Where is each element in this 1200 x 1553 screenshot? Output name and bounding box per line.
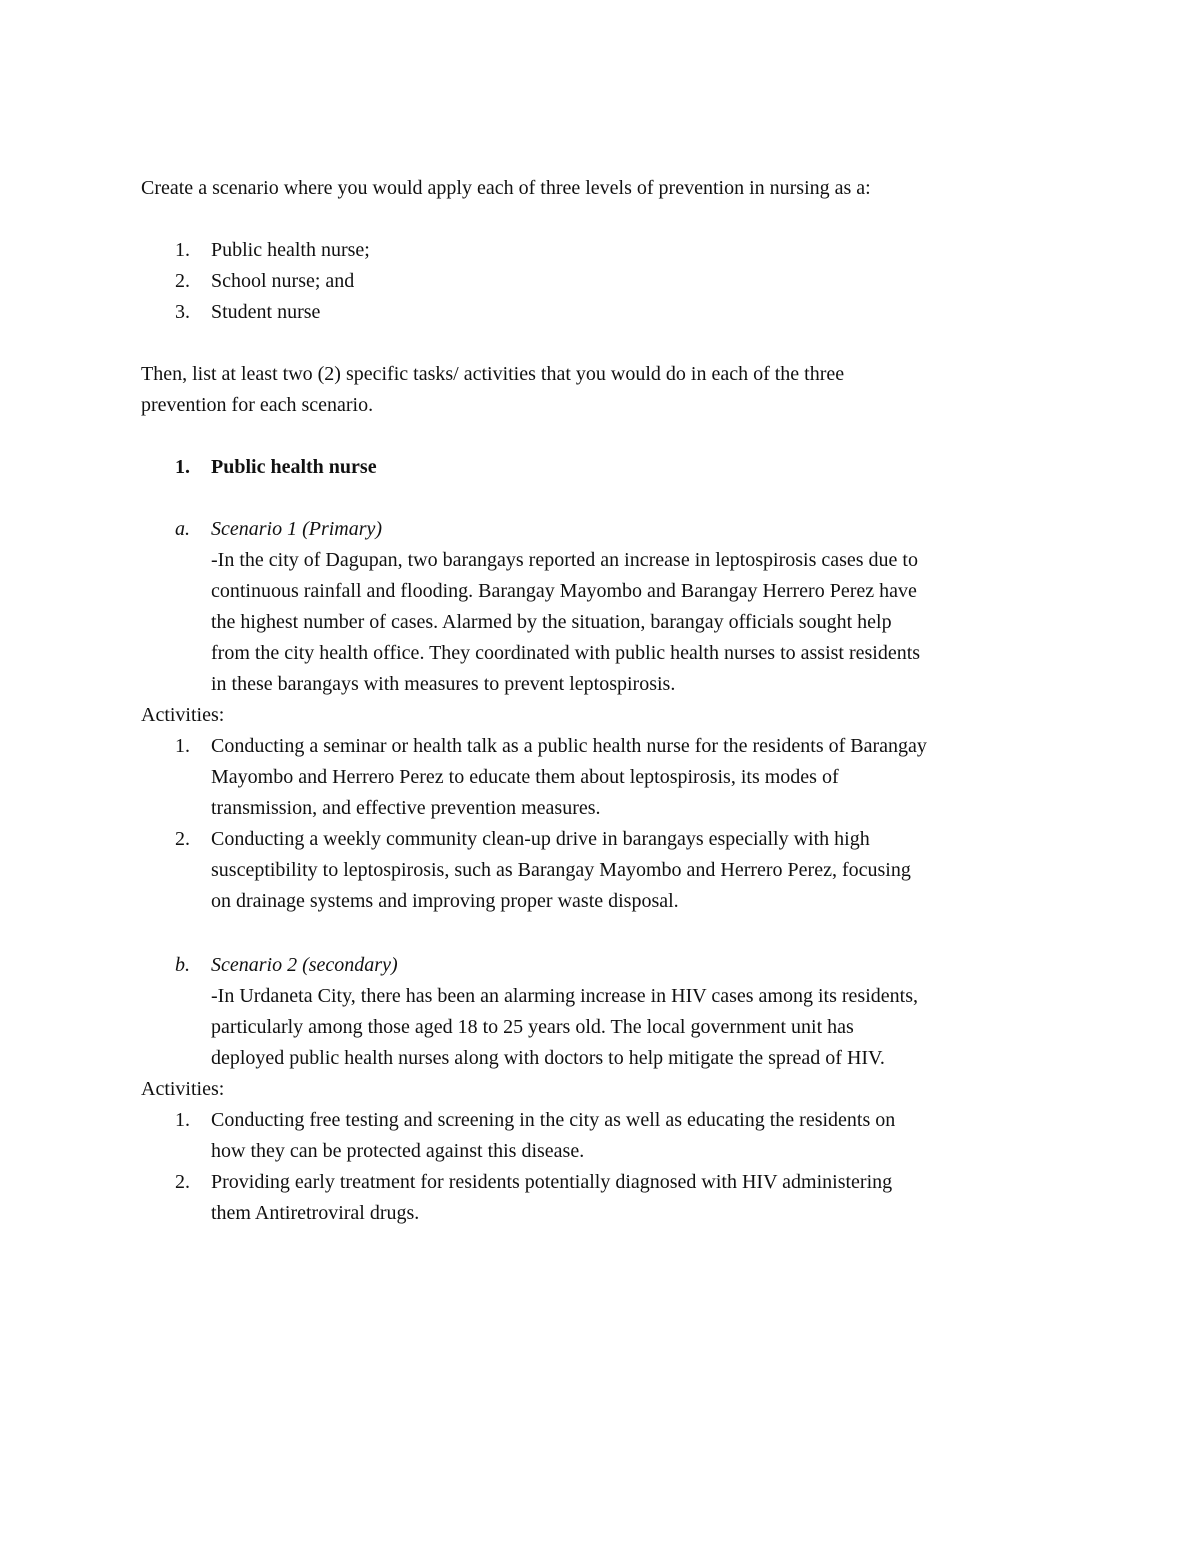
activities-label: Activities: xyxy=(141,704,225,726)
activity-text: transmission, and effective prevention measures. xyxy=(211,797,601,819)
scenario-text: -In the city of Dagupan, two barangays reported an increase in leptospirosis cases due to xyxy=(211,549,918,571)
scenario-text: continuous rainfall and flooding. Barangay Mayombo and Barangay Herrero Perez have xyxy=(211,580,917,602)
scenario-text: particularly among those aged 18 to 25 years old. The local government unit has xyxy=(211,1016,854,1038)
scenario-title: Scenario 1 (Primary) xyxy=(211,518,383,540)
activities-label: Activities: xyxy=(141,1078,225,1100)
role-number: 1. xyxy=(175,239,190,261)
intro-text: Create a scenario where you would apply each of three levels of prevention in nursing as a: xyxy=(141,177,871,199)
role-item: Student nurse xyxy=(211,301,321,323)
section-heading: Public health nurse xyxy=(211,456,377,478)
task-text: Then, list at least two (2) specific tasks/ activities that you would do in each of the three xyxy=(141,363,845,385)
activity-text: Conducting free testing and screening in the city as well as educating the residents on xyxy=(211,1109,896,1131)
scenario-title: Scenario 2 (secondary) xyxy=(211,954,398,976)
activity-number: 1. xyxy=(175,1109,190,1131)
scenario-text: -In Urdaneta City, there has been an alarming increase in HIV cases among its residents, xyxy=(211,985,918,1007)
activity-text: on drainage systems and improving proper waste disposal. xyxy=(211,890,679,912)
task-text: prevention for each scenario. xyxy=(141,394,374,416)
role-item: Public health nurse; xyxy=(211,239,370,261)
activity-number: 2. xyxy=(175,828,190,850)
activity-text: susceptibility to leptospirosis, such as Barangay Mayombo and Herrero Perez, focusing xyxy=(211,859,911,881)
role-number: 2. xyxy=(175,270,190,292)
activity-text: Conducting a weekly community clean-up drive in barangays especially with high xyxy=(211,828,870,850)
role-number: 3. xyxy=(175,301,190,323)
section-number: 1. xyxy=(175,456,190,478)
activity-text: Providing early treatment for residents potentially diagnosed with HIV administering xyxy=(211,1171,893,1193)
scenario-text: deployed public health nurses along with doctors to help mitigate the spread of HIV. xyxy=(211,1047,885,1069)
scenario-letter: b. xyxy=(175,954,190,976)
activity-number: 2. xyxy=(175,1171,190,1193)
activity-text: Conducting a seminar or health talk as a public health nurse for the residents of Barangay xyxy=(211,735,927,757)
activity-number: 1. xyxy=(175,735,190,757)
scenario-text: in these barangays with measures to prevent leptospirosis. xyxy=(211,673,676,695)
scenario-letter: a. xyxy=(175,518,190,540)
role-item: School nurse; and xyxy=(211,270,355,292)
activity-text: Mayombo and Herrero Perez to educate them about leptospirosis, its modes of xyxy=(211,766,839,788)
scenario-text: from the city health office. They coordinated with public health nurses to assist residents xyxy=(211,642,921,664)
scenario-text: the highest number of cases. Alarmed by the situation, barangay officials sought help xyxy=(211,611,892,633)
activity-text: them Antiretroviral drugs. xyxy=(211,1202,420,1224)
activity-text: how they can be protected against this disease. xyxy=(211,1140,585,1162)
